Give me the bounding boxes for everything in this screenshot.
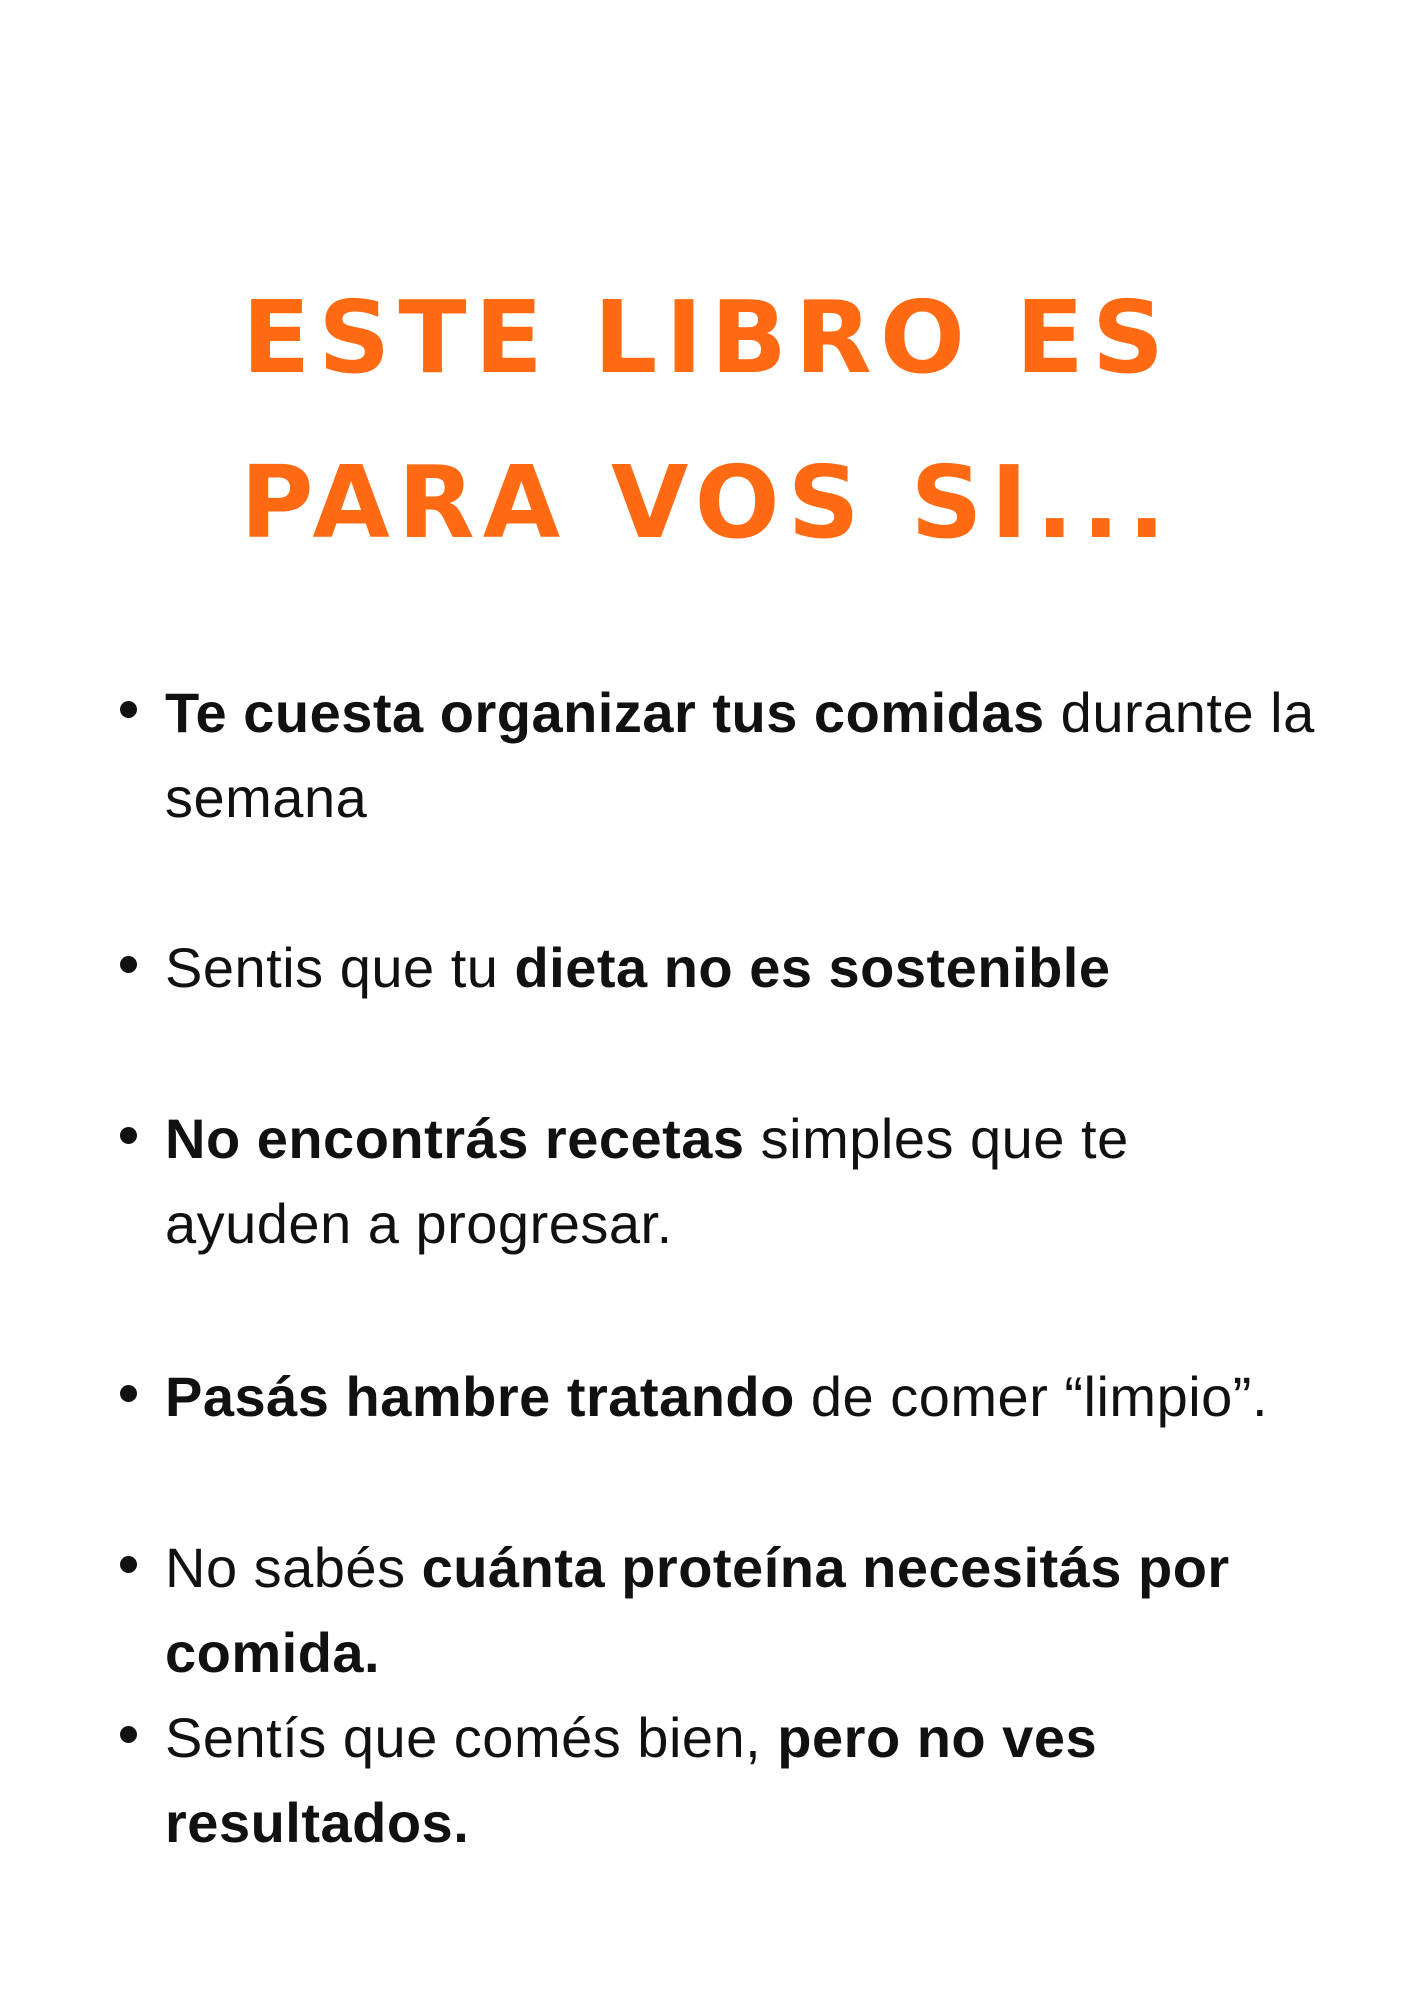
bullet-icon [120,1127,137,1144]
item-text-bold: No encontrás recetas [165,1107,745,1170]
bullet-icon [120,1385,137,1402]
item-text-bold: Te cuesta organizar tus comidas [165,681,1045,744]
list-item [165,670,1365,840]
item-text-bold: pero no ves resultados. [165,1706,1098,1854]
bullet-icon [120,701,137,718]
title-line-2: PARA VOS SI... [240,444,1174,561]
item-text-regular: No sabés [165,1536,422,1599]
item-text-regular: simples que te ayuden a progresar. [165,1107,1129,1255]
list-item [165,1695,1195,1865]
list-item [165,1354,1365,1439]
item-text-regular: de comer “limpio”. [794,1365,1269,1428]
item-text-bold: Pasás hambre tratando [165,1365,795,1428]
page-title [0,255,1414,585]
item-text-regular: Sentis que tu [165,936,515,999]
item-text-bold: cuánta proteína necesitás por comida. [165,1536,1230,1684]
title-line-1: ESTE LIBRO ES [242,279,1172,396]
bullet-icon [120,1556,137,1573]
list-item [165,1096,1215,1266]
item-text-regular: durante la semana [165,681,1315,829]
bullet-icon [120,956,137,973]
item-text-bold: dieta no es sostenible [514,936,1111,999]
list-item [165,925,1365,1010]
bullet-icon [120,1726,137,1743]
item-text-regular: Sentís que comés bien, [165,1706,778,1769]
list-item [165,1525,1295,1695]
